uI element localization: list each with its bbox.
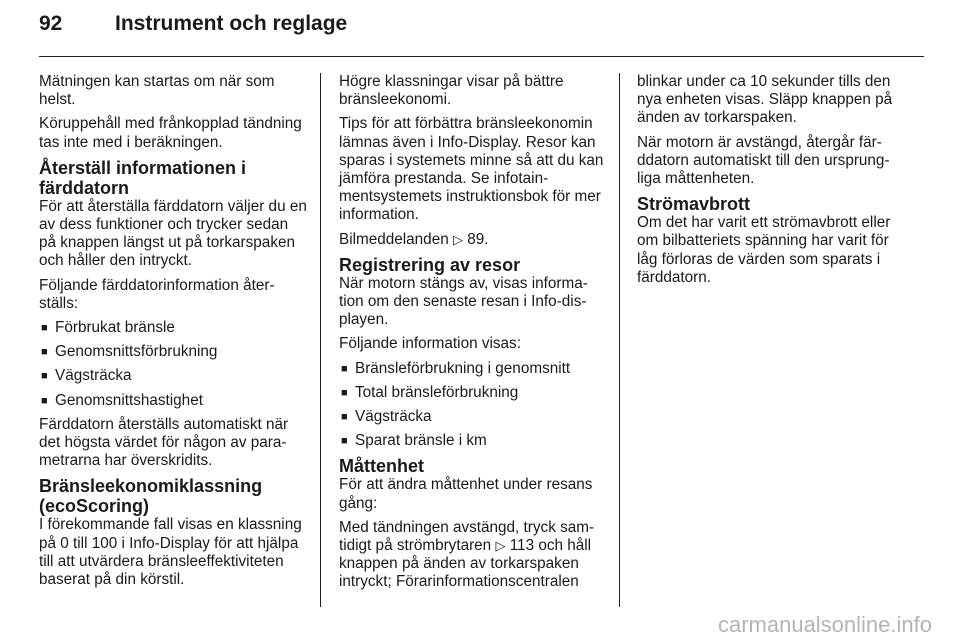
- paragraph: Följande information visas:: [339, 335, 521, 353]
- reference-text: Bilmeddelanden: [339, 230, 449, 248]
- list-item: ■ Bränsleförbrukning i genomsnitt: [339, 360, 605, 378]
- paragraph: I förekommande fall visas en klassning på 0 till 100 i Info-Display för att hjälpa till att utvärdera bränsleeffektiviteten baserat på din körstil.: [39, 516, 302, 589]
- list-item: ■ Genomsnittsförbrukning: [39, 343, 307, 361]
- page-reference-link[interactable]: 113: [509, 537, 535, 555]
- paragraph: [339, 231, 605, 249]
- watermark: carmanualsonline.info: [717, 612, 932, 637]
- page-header: [39, 12, 347, 36]
- page-number: 92: [39, 12, 63, 35]
- list-item: ■ Genomsnittshastighet: [39, 392, 307, 410]
- page-title: Instrument och reglage: [115, 12, 348, 35]
- paragraph: blinkar under ca 10 sekunder tills den nya enheten visas. Släpp knappen på änden av torkarspaken.: [637, 73, 893, 127]
- trip-info-list: [339, 360, 605, 451]
- list-item: ■ Total bränsleförbrukning: [339, 384, 605, 402]
- heading-reset-trip-computer: Återställ informationen i färddatorn: [39, 157, 247, 198]
- paragraph: [339, 519, 605, 592]
- page-reference-arrow-icon: ▷: [452, 231, 463, 247]
- page-reference-arrow-icon: ▷: [495, 538, 506, 554]
- header-rule: [39, 56, 924, 57]
- column-2: [339, 73, 605, 598]
- heading-units: Måttenhet: [339, 456, 424, 477]
- column-1: [39, 73, 307, 595]
- paragraph: Färddatorn återställs automatiskt när det högsta värdet för någon av parametrarna har överskridits.: [39, 415, 289, 470]
- paragraph: Högre klassningar visar på bättre bränsleekonomi.: [339, 73, 564, 109]
- heading-eco-scoring: Bränsleekonomiklassning (ecoScoring): [39, 476, 263, 517]
- paragraph: För att återställa färddatorn väljer du en av dess funktioner och trycker sedan på knappen längst ut på torkarspaken och håller den intryckt.: [39, 197, 307, 270]
- paragraph: Om det har varit ett strömavbrott eller om bilbatteriets spänning har varit för låg förloras de värden som sparats i färddatorn.: [637, 214, 891, 286]
- page-reference-link[interactable]: 89.: [467, 230, 489, 248]
- reset-list: [39, 319, 307, 410]
- paragraph: När motorn stängs av, visas information om den senaste resan i Info-displayen.: [339, 274, 588, 329]
- paragraph: Mätningen kan startas om när som helst.: [39, 73, 275, 109]
- column-divider-1: [320, 73, 321, 607]
- heading-power-failure: Strömavbrott: [637, 194, 751, 215]
- paragraph: Köruppehåll med frånkopplad tändning tas inte med i beräkningen.: [39, 115, 302, 151]
- paragraph-text: och håll knappen på änden av torkarspaken intryckt; Förarinformationscentralen: [339, 537, 592, 591]
- paragraph: När motorn är avstängd, återgår färddatorn automatiskt till den ursprungliga måttenheten.: [637, 133, 890, 188]
- column-divider-2: [619, 73, 620, 607]
- list-item: ■ Förbrukat bränsle: [39, 319, 307, 337]
- list-item: ■ Vägsträcka: [339, 408, 605, 426]
- heading-trip-recording: Registrering av resor: [339, 254, 521, 275]
- paragraph: Tips för att förbättra bränsleekonomin lämnas även i Info-Display. Resor kan sparas i systemets minne så att du kan jämföra prestanda. Se infotainmentsystemets instruktionsbok för mer information.: [339, 115, 604, 224]
- paragraph: Följande färddatorinformation återställs:: [39, 276, 275, 312]
- paragraph: För att ändra måttenhet under resans gång:: [339, 476, 593, 512]
- list-item: ■ Sparat bränsle i km: [339, 432, 605, 450]
- list-item: ■ Vägsträcka: [39, 367, 307, 385]
- paragraph-text: Med tändningen avstängd, tryck samtidigt på strömbrytaren: [339, 518, 595, 555]
- column-3: [637, 73, 903, 293]
